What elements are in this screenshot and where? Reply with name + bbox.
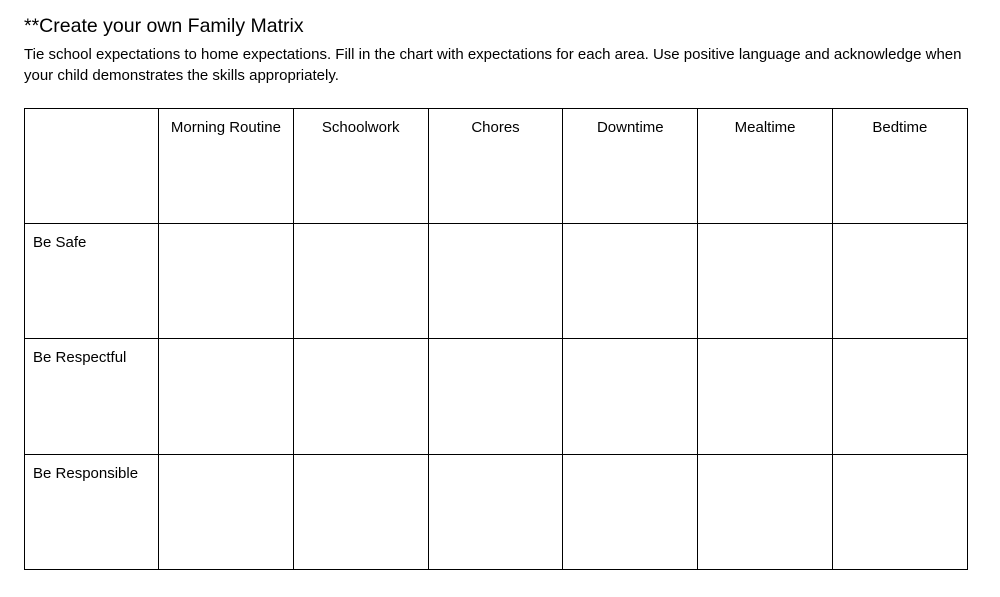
page-title: **Create your own Family Matrix	[24, 15, 304, 37]
matrix-cell[interactable]	[159, 454, 294, 569]
matrix-cell[interactable]	[563, 454, 698, 569]
table-row	[25, 454, 968, 569]
matrix-cell[interactable]	[563, 224, 698, 339]
matrix-cell[interactable]	[428, 224, 563, 339]
matrix-cell[interactable]	[428, 454, 563, 569]
table-row	[25, 339, 968, 454]
matrix-cell[interactable]	[698, 339, 833, 454]
matrix-cell[interactable]	[832, 339, 967, 454]
row-header-be-safe: Be Safe	[25, 224, 159, 339]
matrix-cell[interactable]	[293, 224, 428, 339]
row-header-be-respectful: Be Respectful	[25, 339, 159, 454]
column-header-morning-routine: Morning Routine	[159, 109, 294, 224]
column-header-downtime: Downtime	[563, 109, 698, 224]
matrix-cell[interactable]	[698, 454, 833, 569]
intro-paragraph: Tie school expectations to home expectations. Fill in the chart with expectations for each area. Use positive language and acknowledge when your child demonstrates the skills appropriately.	[24, 46, 962, 84]
family-matrix-table	[24, 108, 968, 570]
column-header-schoolwork: Schoolwork	[293, 109, 428, 224]
corner-cell	[25, 109, 159, 224]
header-row	[25, 109, 968, 224]
row-header-be-responsible: Be Responsible	[25, 454, 159, 569]
column-header-mealtime: Mealtime	[698, 109, 833, 224]
matrix-cell[interactable]	[293, 339, 428, 454]
table-row	[25, 224, 968, 339]
matrix-cell[interactable]	[428, 339, 563, 454]
column-header-chores: Chores	[428, 109, 563, 224]
matrix-cell[interactable]	[698, 224, 833, 339]
matrix-cell[interactable]	[563, 339, 698, 454]
matrix-cell[interactable]	[293, 454, 428, 569]
matrix-cell[interactable]	[832, 224, 967, 339]
matrix-cell[interactable]	[159, 224, 294, 339]
matrix-cell[interactable]	[159, 339, 294, 454]
matrix-cell[interactable]	[832, 454, 967, 569]
column-header-bedtime: Bedtime	[832, 109, 967, 224]
